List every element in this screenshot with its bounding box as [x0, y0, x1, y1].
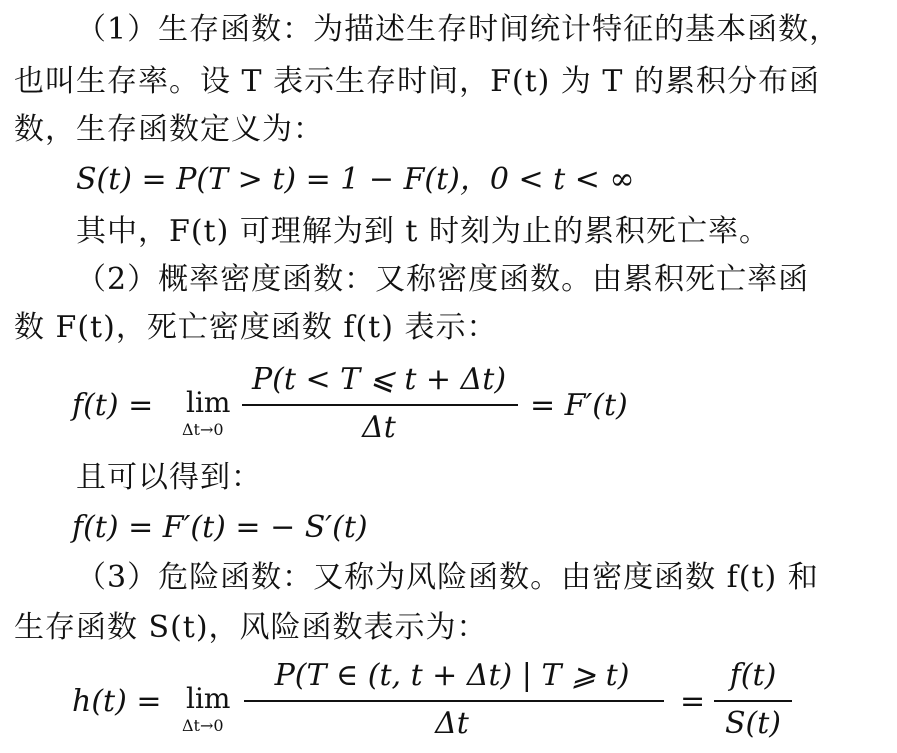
- hazard-lhs: h(t) =: [72, 684, 162, 719]
- density-numerator: P(t < T ⩽ t + Δt): [251, 362, 507, 397]
- density-rhs: = F′(t): [530, 388, 628, 423]
- density-lhs: f(t) =: [72, 388, 154, 423]
- paragraph-2-line-1: （2）概率密度函数：又称密度函数。由累积死亡率函: [76, 262, 810, 297]
- hazard-fraction-bar: [244, 700, 664, 702]
- paragraph-3-line-2: 生存函数 S(t)，风险函数表示为：: [14, 610, 488, 645]
- hazard-rhs-numerator: f(t): [729, 658, 777, 693]
- paragraph-2-line-2: 数 F(t)，死亡密度函数 f(t) 表示：: [14, 310, 498, 345]
- hazard-lim-sub: Δt→0: [182, 716, 224, 735]
- note-and-obtain: 且可以得到：: [76, 460, 262, 495]
- hazard-lim: lim: [186, 682, 231, 715]
- density-fraction-bar: [242, 404, 518, 406]
- hazard-denominator: Δt: [435, 706, 469, 741]
- density-denominator: Δt: [362, 410, 396, 445]
- paragraph-1-line-3: 数，生存函数定义为：: [14, 112, 324, 147]
- paragraph-1-line-1: （1）生存函数：为描述生存时间统计特征的基本函数，: [76, 12, 841, 47]
- density-lim: lim: [186, 386, 231, 419]
- equation-density-2: f(t) = F′(t) = − S′(t): [72, 510, 368, 545]
- hazard-rhs-fraction-bar: [714, 700, 792, 702]
- paragraph-3-line-1: （3）危险函数：又称为风险函数。由密度函数 f(t) 和: [76, 560, 819, 595]
- equation-survival: S(t) = P(T > t) = 1 − F(t)，0 < t < ∞: [76, 162, 635, 197]
- note-cumulative-mortality: 其中，F(t) 可理解为到 t 时刻为止的累积死亡率。: [76, 214, 770, 249]
- hazard-equals: =: [680, 684, 706, 719]
- hazard-numerator: P(T ∈ (t, t + Δt) | T ⩾ t): [274, 658, 630, 693]
- density-lim-sub: Δt→0: [182, 420, 224, 439]
- paragraph-1-line-2: 也叫生存率。设 T 表示生存时间，F(t) 为 T 的累积分布函: [14, 64, 820, 99]
- hazard-rhs-denominator: S(t): [724, 706, 781, 741]
